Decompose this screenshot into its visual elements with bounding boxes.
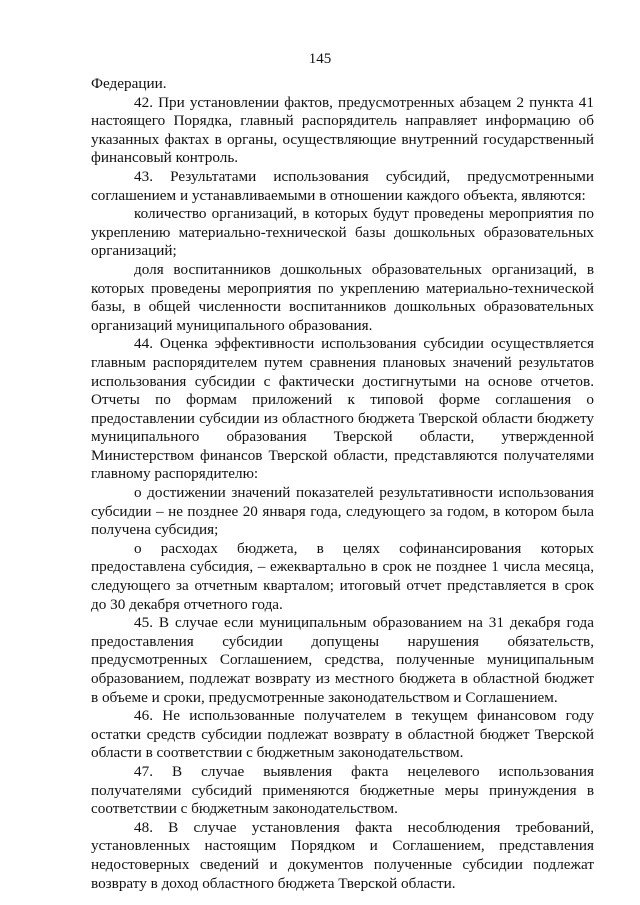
paragraph-continuation: Федерации. bbox=[91, 75, 167, 92]
page-number: 145 bbox=[308, 51, 332, 67]
paragraph-46: 46. Не использованные получателем в текущем финансовом году остатки средств субсидии подлежат возврату в областной бюджет Тверской области в соответствии с бюджетным законодательством. bbox=[91, 707, 594, 762]
paragraph-47: 47. В случае выявления факта нецелевого использования получателями субсидий применяются бюджетные меры принуждения в соответствии с бюджетным законодательством. bbox=[91, 762, 594, 818]
paragraph-48: 48. В случае установления факта несоблюдения требований, установленных настоящим Порядком и Соглашением, представления недостоверных сведений и документов полученные субсидии подлежат возврату в доход областного бюджета Тверской области. bbox=[91, 818, 594, 892]
body-text bbox=[91, 75, 594, 893]
paragraph-44-item-1: о достижении значений показателей результативности использования субсидии – не позднее 20 января года, следующего за годом, в котором была получена субсидия; bbox=[91, 484, 594, 539]
paragraph-43-item-1: количество организаций, в которых будут проведены мероприятия по укреплению материально-технической базы дошкольных образовательных организаций; bbox=[91, 205, 594, 260]
paragraph-44: 44. Оценка эффективности использования субсидии осуществляется главным распорядителем путем сравнения плановых значений результатов использования субсидии с фактически достигнутыми на основе отчетов. Отчеты по формам приложений к типовой форме соглашения о предоставлении субсидии из областного бюджета Тверской области бюджету муниципального образования Тверской области, утвержденной Министерством финансов Тверской области, представляются получателями главному распорядителю: bbox=[91, 335, 594, 483]
paragraph-44-item-2: о расходах бюджета, в целях софинансирования которых предоставлена субсидия, – ежеквартально в срок не позднее 1 числа месяца, следующего за отчетным кварталом; итоговый отчет представляется в срок до 30 декабря отчетного года. bbox=[91, 539, 594, 613]
paragraph-43-item-2: доля воспитанников дошкольных образовательных организаций, в которых проведены мероприятия по укреплению материально-технической базы, в общей численности воспитанников дошкольных образовательных организаций муниципального образования. bbox=[91, 260, 594, 334]
paragraph-43: 43. Результатами использования субсидий, предусмотренными соглашением и устанавливаемыми в отношении каждого объекта, являются: bbox=[91, 167, 594, 204]
paragraph-45: 45. В случае если муниципальным образованием на 31 декабря года предоставления субсидии допущены нарушения обязательств, предусмотренных Соглашением, средства, полученные муниципальным образованием, подлежат возврату из местного бюджета в областной бюджет в объеме и сроки, предусмотренные законодательством и Соглашением. bbox=[91, 614, 594, 706]
paragraph-42: 42. При установлении фактов, предусмотренных абзацем 2 пункта 41 настоящего Порядка, главный распорядитель направляет информацию об указанных фактах в органы, осуществляющие внутренний государственный финансовый контроль. bbox=[91, 93, 594, 167]
